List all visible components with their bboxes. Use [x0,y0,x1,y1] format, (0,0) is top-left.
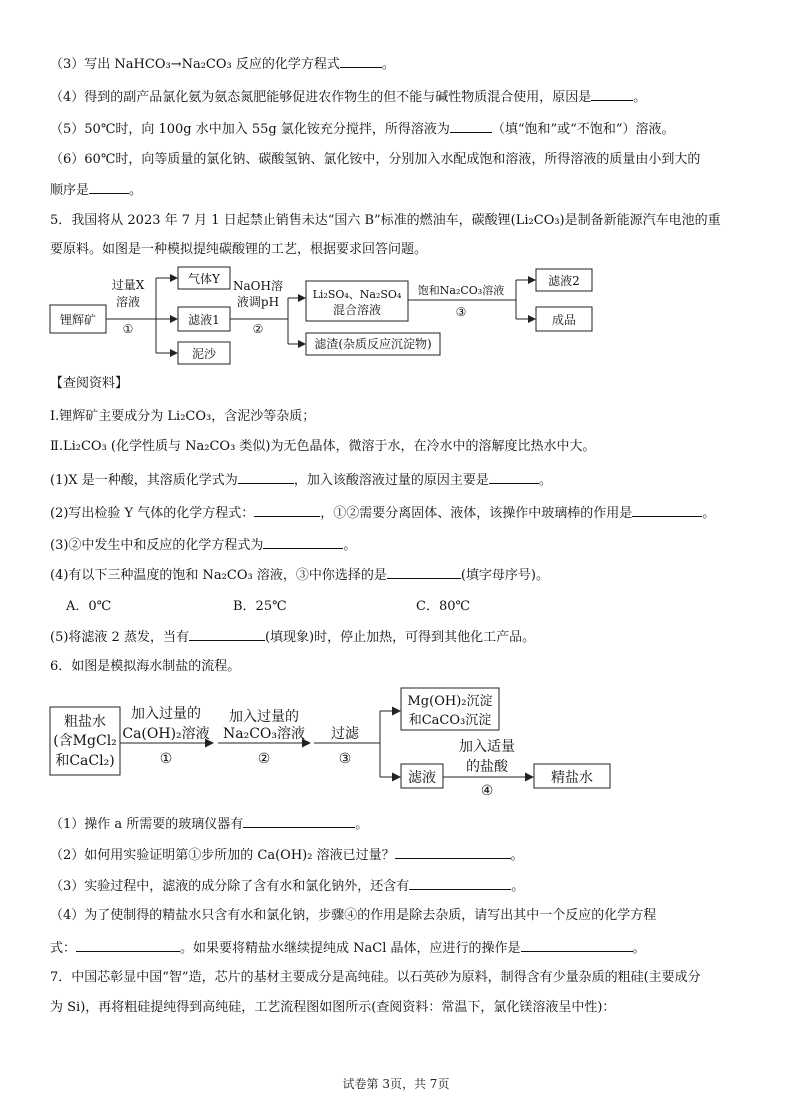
label-filtrate2: 滤液2 [548,274,580,288]
label-brine-3: 和CaCl₂) [55,753,115,769]
q5-sub4: (4)有以下三种温度的饱和 Na₂CO₃ 溶液，③中你选择的是 (填字母序号)。 [50,565,549,585]
label-mix-2: 混合溶液 [332,303,382,317]
label-gas: 气体Y [188,272,220,286]
label-s2-num: ② [257,751,271,767]
q4-item4: （4）得到的副产品氯化氨为氨态氮肥能够促进农作物生的但不能与碱性物质混合使用，原因是 。 [50,87,646,107]
q5-sub2: (2)写出检验 Y 气体的化学方程式： ，①②需要分离固体、液体，该操作中玻璃棒的作用是 。 [50,503,715,523]
label-s4-top: 加入适量 [459,739,515,755]
q4-item3: （3）写出 NaHCO₃→Na₂CO₃ 反应的化学方程式 。 [50,54,395,74]
q6-sub2: （2）如何用实验证明第①步所加的 Ca(OH)₂ 溶液已过量？ 。 [50,845,524,865]
option-a[interactable]: A．0℃ [66,599,112,614]
label-step2-top: NaOH溶 [233,279,283,293]
label-s3-top: 过滤 [331,726,359,742]
label-s1-num: ① [159,751,173,767]
label-step3-top: 饱和Na₂CO₃溶液 [417,284,505,297]
label-s4-num: ④ [480,783,494,799]
label-step2-num: ② [252,322,264,336]
option-c[interactable]: C．80℃ [416,599,471,614]
label-s1-top: 加入过量的 [131,706,201,722]
label-step3-num: ③ [455,305,467,319]
q6-sub3: （3）实验过程中，滤液的成分除了含有水和氯化钠外，还含有 。 [50,876,524,896]
q4-item6-line1: （6）60℃时，向等质量的氯化钠、碳酸氢钠、氯化铵中，分别加入水配成饱和溶液，所得溶液的质量由小到大的 [50,152,701,167]
label-s3-num: ③ [338,751,352,767]
label-filtrate1: 滤液1 [188,313,220,327]
label-mud: 泥沙 [191,347,217,361]
label-step1-num: ① [122,322,134,336]
q6-stem: 6．如图是模拟海水制盐的流程。 [50,659,241,674]
label-s2-mid: Na₂CO₃溶液 [222,726,306,742]
q7-stem-line1: 7．中国芯彰显中国“智”造，芯片的基材主要成分是高纯硅。以石英砂为原料，制得含有少量杂质的粗硅(主要成分 [50,970,701,985]
q5-ref1: Ⅰ.锂辉矿主要成分为 Li₂CO₃，含泥沙等杂质； [50,409,316,424]
q6-sub4-line2: 式： 。如果要将精盐水继续提纯成 NaCl 晶体，应进行的操作是 。 [50,938,646,958]
label-product: 成品 [551,313,577,327]
q5-sub1: (1)X 是一种酸，其溶质化学式为 ，加入该酸溶液过量的原因主要是 。 [50,470,552,490]
q5-sub3: (3)②中发生中和反应的化学方程式为 。 [50,535,356,555]
q6-sub4-line1: （4）为了使制得的精盐水只含有水和氯化钠，步骤④的作用是除去杂质，请写出其中一个反应的化学方程 [50,908,657,923]
label-brine-1: 粗盐水 [64,714,106,730]
label-brine-2: (含MgCl₂ [53,733,117,749]
answer-blank[interactable] [521,938,633,952]
q5-stem-line2: 要原料。如图是一种模拟提纯碳酸锂的工艺，根据要求回答问题。 [50,242,428,257]
label-ppt-2: 和CaCO₃沉淀 [408,713,492,728]
q5-ref2: Ⅱ.Li₂CO₃ (化学性质与 Na₂CO₃ 类似)为无色晶体，微溶于水，在冷水中的溶解度比热水中大。 [50,439,596,454]
label-mix-1: Li₂SO₄、Na₂SO₄ [312,288,402,301]
q5-ref-title: 【查阅资料】 [50,376,129,391]
answer-blank[interactable] [76,938,180,952]
label-s2-top: 加入过量的 [229,709,299,725]
label-residue: 滤渣(杂质反应沉淀物) [314,337,432,351]
page-footer: 试卷第 3页，共 7页 [342,1077,450,1091]
option-b[interactable]: B．25℃ [233,599,287,614]
q7-stem-line2: 为 Si)，再将粗硅提纯得到高纯硅，工艺流程图如图所示(查阅资料：常温下，氯化镁溶液呈中性)： [50,1000,616,1015]
answer-blank[interactable] [395,845,511,859]
q5-sub5: (5)将滤液 2 蒸发，当有 (填现象)时，停止加热，可得到其他化工产品。 [50,627,535,647]
label-refined: 精盐水 [551,770,593,786]
label-step1-top: 过量X [111,278,145,292]
label-filtrate: 滤液 [408,770,436,786]
label-step2-mid: 液调pH [236,295,280,309]
answer-blank[interactable] [243,814,355,828]
q4-item5: （5）50℃时，向 100g 水中加入 55g 氯化铵充分搅拌，所得溶液为 （填“饱和”或“不饱和”）溶液。 [50,119,674,139]
answer-blank[interactable] [409,876,511,890]
q4-item6-line2: 顺序是 。 [50,180,142,200]
label-ore: 锂辉矿 [59,313,97,327]
label-step1-mid: 溶液 [115,295,141,309]
label-s1-mid: Ca(OH)₂溶液 [122,726,210,742]
label-ppt-1: Mg(OH)₂沉淀 [407,694,493,709]
label-s4-mid: 的盐酸 [466,759,508,775]
q6-sub1: （1）操作 a 所需要的玻璃仪器有 。 [50,814,368,834]
q5-stem-line1: 5．我国将从 2023 年 7 月 1 日起禁止销售未达“国六 B”标准的燃油车，碳酸锂(Li₂CO₃)是制备新能源汽车电池的重 [50,213,721,228]
